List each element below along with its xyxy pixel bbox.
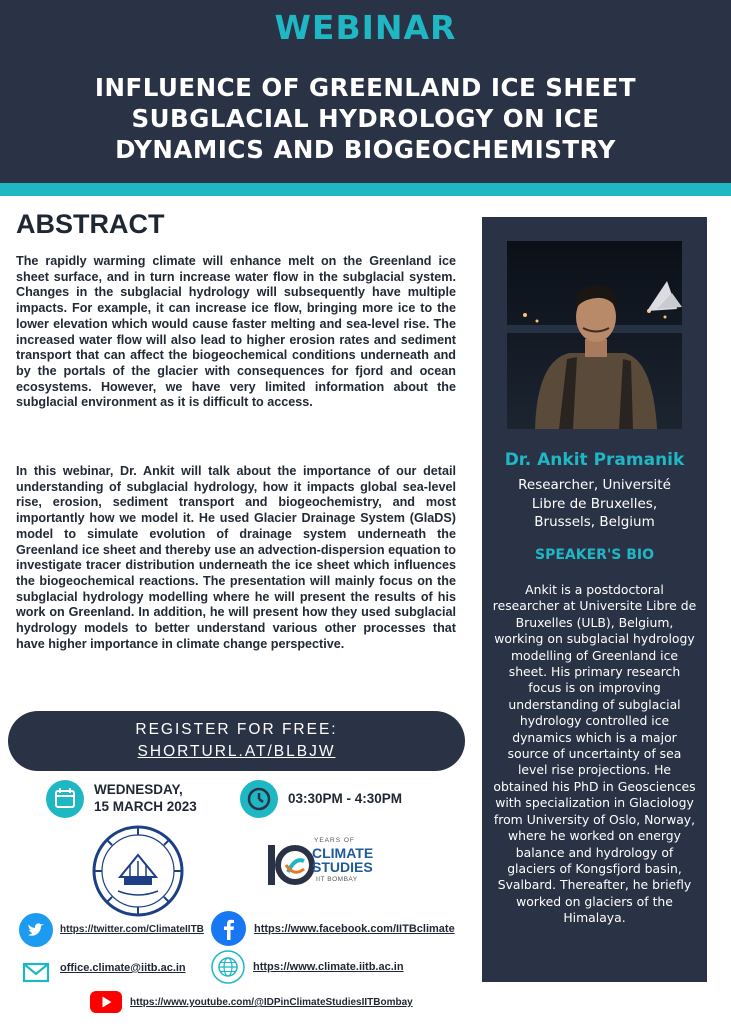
- abstract-paragraph-2: In this webinar, Dr. Ankit will talk about the importance of our detail understanding of subglacial hydrology, how it impacts global sea-level rise, erosion, sediment transport and biogeochemistry, and most importantly how we model it. He used Glacier Drainage System (GlaDS) model to simulate evolution of drainage system underneath the Greenland ice sheet and thereby use an advection-dispersion equation to investigate tracer distribution underneath the ice sheet which influences the biogeochemical reactions. The presentation will mainly focus on the subglacial hydrology modelling where he will present the results of his work on Greenland. In addition, he will present how they used subglacial hydrology models to better understand various other processes that have higher importance in climate change perspective.: [16, 464, 456, 651]
- abstract-heading: ABSTRACT: [16, 209, 165, 239]
- speaker-name: Dr. Ankit Pramanik: [504, 450, 685, 470]
- website-link[interactable]: https://www.climate.iitb.ac.in: [253, 961, 404, 973]
- webinar-kicker: WEBINAR: [274, 8, 457, 47]
- event-time: 03:30PM - 4:30PM: [288, 791, 403, 806]
- email-icon[interactable]: [22, 961, 50, 989]
- youtube-icon[interactable]: [89, 990, 123, 1018]
- calendar-icon: [46, 780, 84, 818]
- header-banner: [0, 0, 731, 183]
- event-date: 15 MARCH 2023: [94, 799, 197, 814]
- header-accent-band: [0, 183, 731, 196]
- clock-icon: [240, 780, 278, 818]
- register-banner: [8, 711, 465, 771]
- twitter-icon[interactable]: [19, 913, 53, 951]
- ten-years-climate-studies-logo: [264, 837, 394, 893]
- youtube-link[interactable]: https://www.youtube.com/@IDPinClimateStudiesIITBombay: [130, 997, 413, 1008]
- email-link[interactable]: office.climate@iitb.ac.in: [60, 962, 186, 974]
- iitb-logo: [92, 825, 184, 917]
- event-day: WEDNESDAY,: [94, 782, 183, 797]
- register-label: REGISTER FOR FREE:: [135, 721, 338, 738]
- speaker-affiliation-line-1: Researcher, Université: [518, 477, 671, 493]
- ten-years-label: YEARS OF: [314, 837, 355, 844]
- speaker-bio-heading: SPEAKER'S BIO: [535, 547, 654, 563]
- webinar-title: [40, 72, 691, 165]
- speaker-photo: [507, 241, 682, 429]
- globe-icon[interactable]: [211, 950, 245, 988]
- speaker-bio-text: Ankit is a postdoctoral researcher at Universite Libre de Bruxelles (ULB), Belgium, working on subglacial hydrology modelling of Greenland ice sheet. His primary research focus is on improving understanding of subglacial hydrology controlled ice dynamics which is a major source of uncertainty of sea level rise projections. He obtained his PhD in Geosciences with specialization in Glaciology from University of Oslo, Norway, where he worked on energy balance and hydrology of glaciers of Kongsfjord basin, Svalbard. Thereafter, he briefly worked on glaciers of the Himalaya.: [492, 582, 697, 926]
- facebook-link[interactable]: https://www.facebook.com/IITBclimate: [254, 923, 455, 935]
- title-line-2: SUBGLACIAL HYDROLOGY ON ICE: [131, 104, 600, 133]
- twitter-link[interactable]: https://twitter.com/ClimateIITB: [60, 924, 204, 935]
- climate-studies-name: [312, 846, 373, 874]
- title-line-3: DYNAMICS AND BIOGEOCHEMISTRY: [115, 135, 616, 164]
- studies-word: STUDIES: [312, 859, 373, 875]
- iit-bombay-label: IIT BOMBAY: [316, 876, 358, 883]
- climate-word: CLIMATE: [312, 845, 374, 861]
- speaker-affiliation-line-2: Libre de Bruxelles,: [531, 496, 658, 512]
- facebook-icon[interactable]: [211, 911, 246, 950]
- abstract-paragraph-1: The rapidly warming climate will enhance melt on the Greenland ice sheet surface, and in turn increase water flow in the subglacial system. Changes in the subglacial hydrology will subsequently have multiple impacts. For example, it can increase ice flow, bringing more ice to the lower elevation which would cause faster melting and sea-level rise. The increased water flow will also lead to higher erosion rates and sediment transport that can affect the biogeochemical conditions underneath and by the portals of the glacier with consequences for fjord and ocean ecosystems. However, we have very limited information about the subglacial environment as it is difficult to access.: [16, 254, 456, 410]
- title-line-1: INFLUENCE OF GREENLAND ICE SHEET: [94, 73, 637, 102]
- register-link[interactable]: SHORTURL.AT/BLBJW: [137, 743, 336, 760]
- speaker-affiliation-line-3: Brussels, Belgium: [534, 514, 655, 530]
